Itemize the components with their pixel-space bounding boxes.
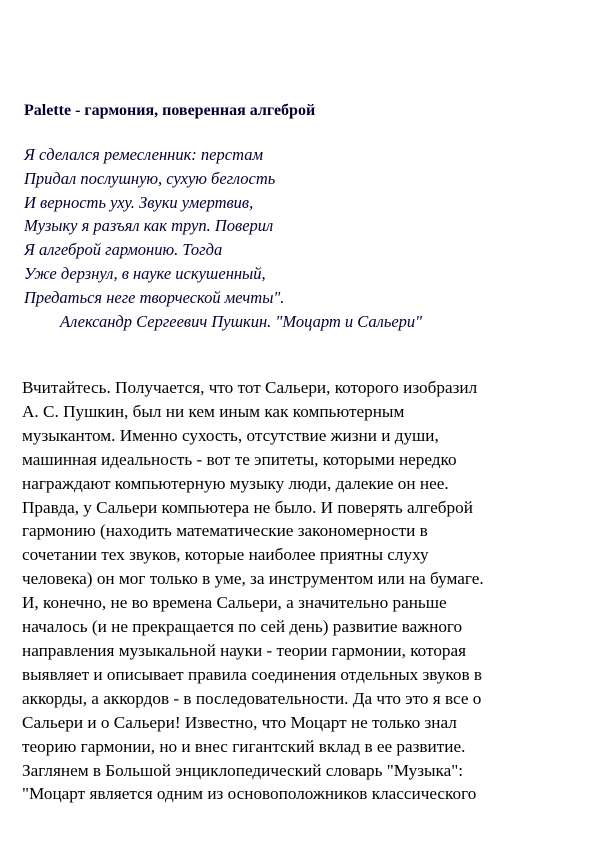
poem-attribution: Александр Сергеевич Пушкин. "Моцарт и Сальери" bbox=[60, 311, 423, 331]
body-line: машинная идеальность - вот те эпитеты, которыми нередко bbox=[22, 449, 457, 469]
poem-line: Я сделался ремесленник: перстам bbox=[24, 145, 263, 164]
body-line: "Моцарт является одним из основоположников классического bbox=[22, 784, 477, 804]
body-line: человека) он мог только в уме, за инструментом или на бумаге. bbox=[22, 569, 484, 589]
body-line: А. С. Пушкин, был ни кем иным как компьютерным bbox=[22, 401, 405, 421]
body-line: гармонию (находить математические закономерности в bbox=[22, 521, 428, 541]
page-title: Palette - гармония, поверенная алгеброй bbox=[24, 102, 316, 119]
poem-epigraph bbox=[24, 143, 422, 333]
body-line: теорию гармонии, но и внес гигантский вклад в ее развитие. bbox=[22, 736, 466, 756]
body-line: Заглянем в Большой энциклопедический словарь "Музыка": bbox=[22, 760, 464, 780]
body-line: Вчитайтесь. Получается, что тот Сальери, которого изобразил bbox=[22, 378, 478, 397]
body-line: началось (и не прекращается по сей день) развитие важного bbox=[22, 617, 463, 637]
body-line: И, конечно, не во времена Сальери, а значительно раньше bbox=[22, 593, 447, 613]
body-paragraph bbox=[22, 376, 484, 806]
poem-line: Предаться неге творческой мечты". bbox=[24, 287, 285, 307]
body-line: Сальери и о Сальери! Известно, что Моцарт не только знал bbox=[22, 712, 457, 732]
poem-line: Я алгеброй гармонию. Тогда bbox=[24, 240, 223, 260]
poem-line: Уже дерзнул, в науке искушенный, bbox=[24, 263, 266, 283]
poem-line: Придал послушную, сухую беглость bbox=[24, 168, 276, 188]
body-line: аккорды, а аккордов - в последовательности. Да что это я все о bbox=[22, 688, 482, 708]
body-line: сочетании тех звуков, которые наиболее приятны слуху bbox=[22, 545, 429, 565]
poem-line: Музыку я разъял как труп. Поверил bbox=[24, 216, 274, 236]
body-line: направления музыкальной науки - теории гармонии, которая bbox=[22, 640, 467, 660]
body-line: Правда, у Сальери компьютера не было. И поверять алгеброй bbox=[22, 497, 473, 517]
body-line: награждают компьютерную музыку люди, далекие он нее. bbox=[22, 473, 449, 493]
poem-line: И верность уху. Звуки умертвив, bbox=[24, 192, 254, 212]
body-line: музыкантом. Именно сухость, отсутствие жизни и души, bbox=[22, 425, 439, 445]
body-line: выявляет и описывает правила соединения отдельных звуков в bbox=[22, 664, 483, 684]
